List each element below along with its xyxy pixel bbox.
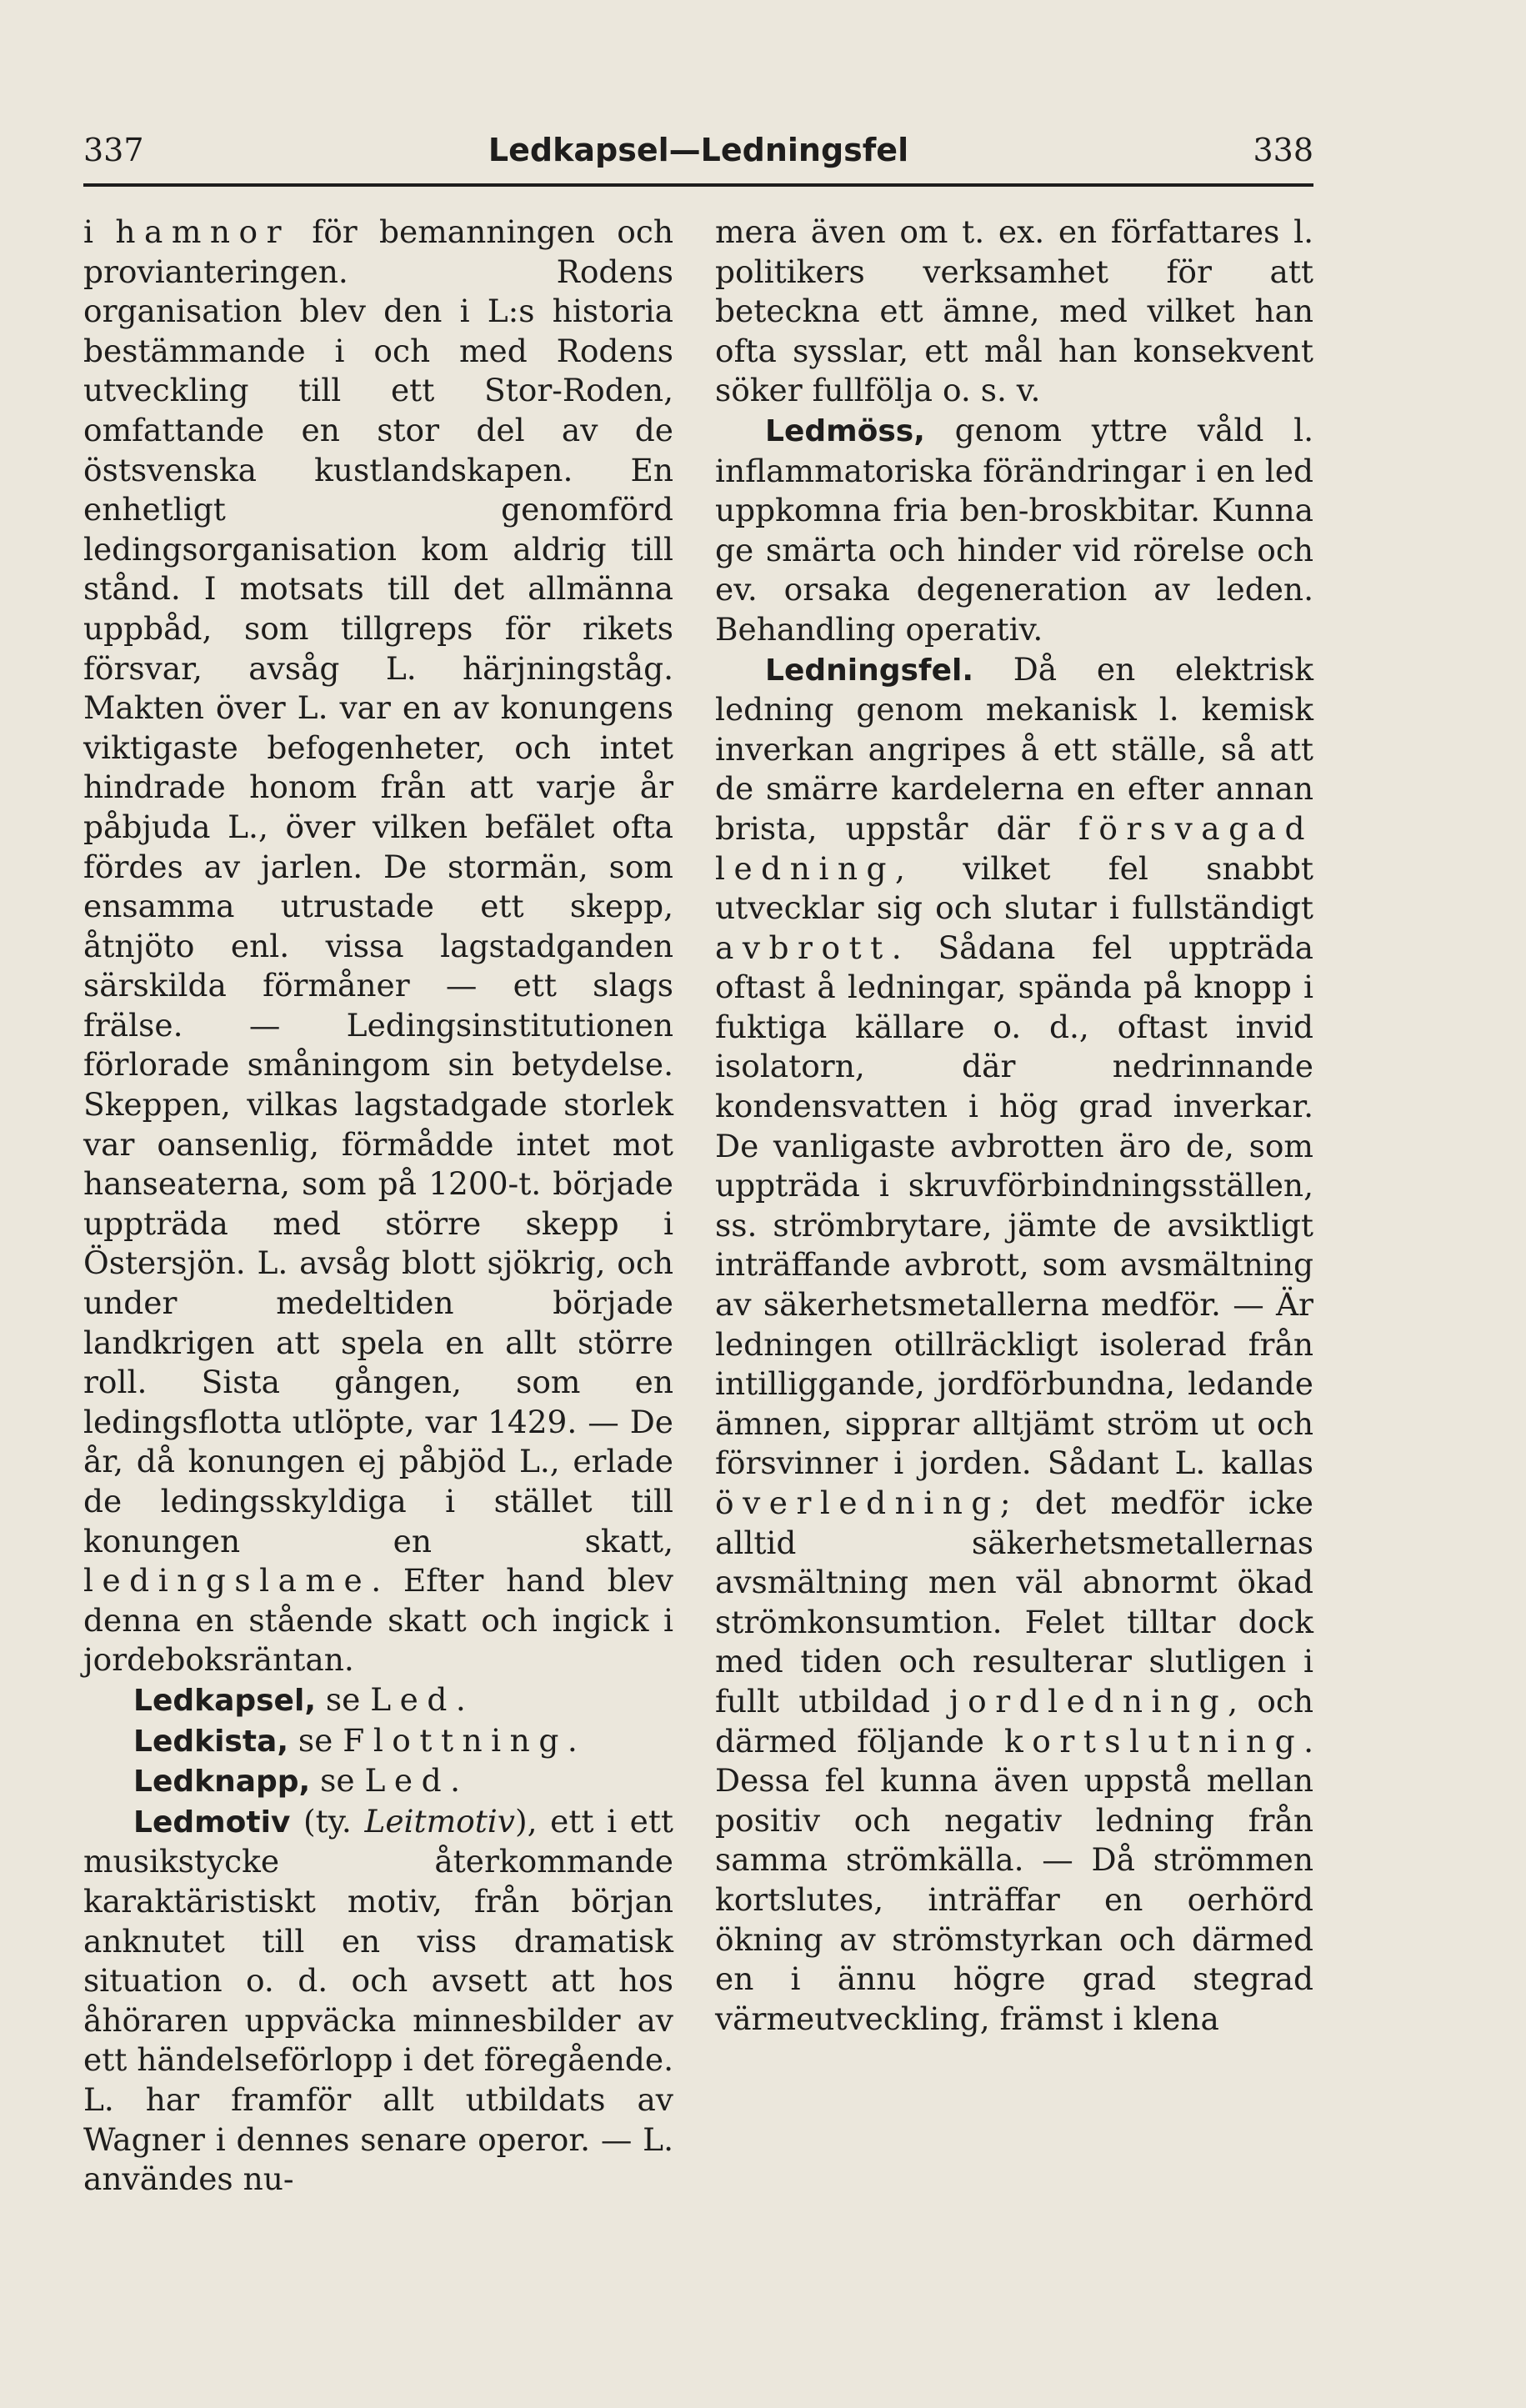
- entry-ledkista: Ledkista, se Flottning.: [133, 1721, 578, 1759]
- headword: Ledknapp,: [133, 1765, 311, 1800]
- entry-ledningsfel: Ledningsfel. Då en elektrisk ledning genom mekanisk l. kemisk inverkan angripes å ett ställe, så att de smärre kardelerna en efter annan brista, uppstår där försvagad ledning, vilket fel snabbt utvecklar sig och slutar i fullständigt avbrott. Sådana fel uppträda oftast å ledningar, spända på knopp i fuktiga källare o. d., oftast invid isolatorn, där nedrinnande kondensvatten i hög grad inverkar. De vanligaste avbrotten äro de, som uppträda i skruvförbindningsställen, ss. strömbrytare, jämte de avsiktligt inträffande avbrott, som avsmältning av säkerhetsmetallerna medför. — Är ledningen otillräckligt isolerad från intilliggande, jordförbundna, ledande ämnen, sipprar alltjämt ström ut och försvinner i jorden. Sådant L. kallas överledning; det medför icke alltid säkerhetsmetallernas avsmältning men väl abnormt ökad strömkonsumtion. Felet tilltar dock med tiden och resulterar slutligen i fullt utbildad jordledning, och därmed följande kortslutning. Dessa fel kunna även uppstå mellan positiv och negativ ledning från samma strömkälla. — Då strömmen kortslutes, inträffar en oerhörd ökning av strömstyrkan och därmed en i ännu högre grad stegrad värmeutveckling, främst i klena: [715, 650, 1313, 2037]
- entry-ledknapp: Ledknapp, se Led.: [133, 1762, 461, 1800]
- page-number-left: 337: [83, 132, 144, 168]
- cross-reference: Led: [364, 1762, 451, 1800]
- page-number-right: 338: [1253, 132, 1313, 168]
- ledmotiv-continuation: mera även om t. ex. en författares l. politikers verksamhet för att beteckna ett ämne, med vilket han ofta sysslar, ett mål han konsekvent söker fullfölja o. s. v.: [715, 213, 1313, 409]
- entry-ledmotiv: Ledmotiv (ty. Leitmotiv), ett i ett musikstycke återkommande karaktäristiskt motiv, från början anknutet till en viss dramatisk situation o. d. och avsett att hos åhöraren uppväcka minnesbilder av ett händelseförlopp i det föregående. L. har framför allt utbildats av Wagner i dennes senare operor. — L. användes nu-: [83, 1802, 674, 2198]
- headword: Ledningsfel.: [765, 653, 974, 688]
- right-column: [715, 213, 1313, 2039]
- cross-reference: Flottning: [343, 1721, 568, 1759]
- headword: Ledkista,: [133, 1724, 289, 1759]
- running-title: Ledkapsel—Ledningsfel: [488, 132, 909, 168]
- left-column: [83, 213, 673, 2200]
- header-rule: [83, 183, 1313, 187]
- headword: Ledkapsel,: [133, 1683, 316, 1718]
- running-header: [83, 125, 1313, 175]
- entry-ledkapsel: Ledkapsel, se Led.: [133, 1680, 466, 1718]
- headword: Ledmöss,: [765, 413, 925, 448]
- cross-reference: Led: [370, 1680, 456, 1718]
- headword: Ledmotiv: [133, 1805, 291, 1840]
- leding-continuation: i hamnor för bemanningen och provianteringen. Rodens organisation blev den i L:s historia bestämmande i och med Rodens utveckling till ett Stor-Roden, omfattande en stor del av de östsvenska kustlandskapen. En enhetligt genomförd ledingsorganisation kom aldrig till stånd. I motsats till det allmänna uppbåd, som tillgreps för rikets försvar, avsåg L. härjningståg. Makten över L. var en av konungens viktigaste befogenheter, och intet hindrade honom från att varje år påbjuda L., över vilken befälet ofta fördes av jarlen. De stormän, som ensamma utrustade ett skepp, åtnjöto enl. vissa lagstadganden särskilda förmåner — ett slags frälse. — Ledingsinstitutionen förlorade småningom sin betydelse. Skeppen, vilkas lagstadgade storlek var oansenlig, förmådde intet mot hanseaterna, som på 1200-t. började uppträda med större skepp i Östersjön. L. avsåg blott sjökrig, och under medeltiden började landkrigen att spela en allt större roll. Sista gången, som en ledingsflotta utlöpte, var 1429. — De år, då konungen ej påbjöd L., erlade de ledingsskyldiga i stället till konungen en skatt, ledingslame. Efter hand blev denna en stående skatt och ingick i jordeboksräntan.: [83, 213, 673, 1679]
- entry-ledmoss: Ledmöss, genom yttre våld l. inflammatoriska förändringar i en led uppkomna fria ben-broskbitar. Kunna ge smärta och hinder vid rörelse och ev. orsaka degeneration av leden. Behandling operativ.: [715, 411, 1313, 648]
